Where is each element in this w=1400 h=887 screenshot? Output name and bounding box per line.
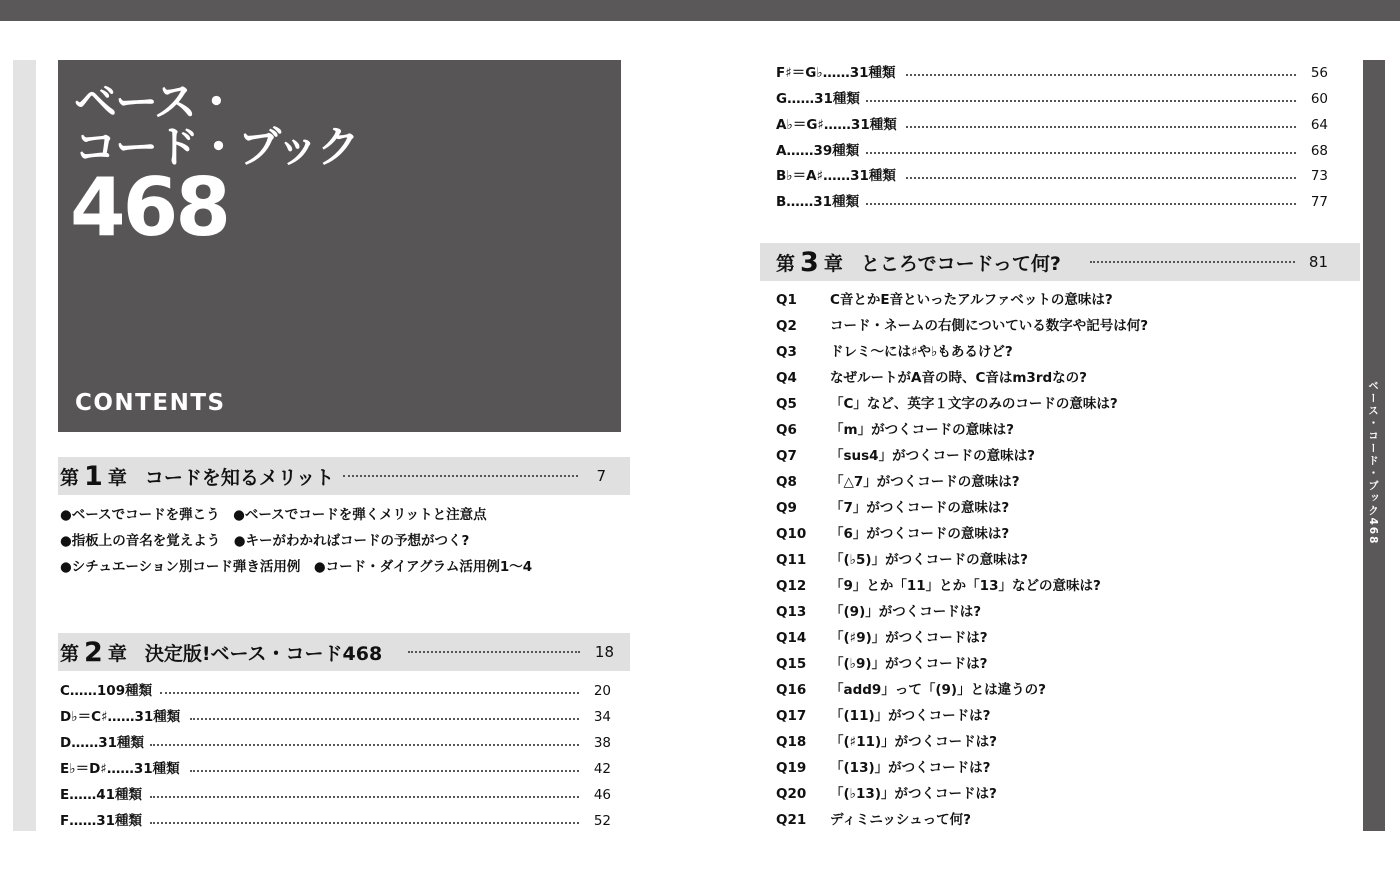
chapter-page: 81 bbox=[1308, 253, 1328, 271]
question-text: 「(9)」がつくコードは? bbox=[830, 604, 982, 620]
toc-row[interactable] bbox=[60, 811, 611, 831]
question-number: Q15 bbox=[776, 656, 807, 672]
chapter-prefix: 第 bbox=[60, 642, 80, 665]
question-number: Q5 bbox=[776, 396, 797, 412]
question-text: なぜルートがA音の時、C音はm3rdなの? bbox=[830, 370, 1087, 386]
toc-label: B……31種類 bbox=[776, 192, 863, 212]
dot-leader bbox=[408, 651, 580, 653]
chapter-number: 1 bbox=[84, 460, 103, 492]
toc-label: F♯＝G♭……31種類 bbox=[776, 63, 900, 83]
toc-row[interactable] bbox=[776, 141, 1328, 161]
dot-leader bbox=[343, 475, 578, 477]
toc-page: 34 bbox=[593, 709, 611, 725]
question-text: 「(♯11)」がつくコードは? bbox=[830, 734, 997, 750]
toc-label: D♭＝C♯……31種類 bbox=[60, 707, 184, 727]
question-text: 「△7」がつくコードの意味は? bbox=[830, 474, 1020, 490]
chapter-prefix: 第 bbox=[776, 252, 796, 275]
left-margin-band bbox=[13, 60, 36, 831]
question-text: ディミニッシュって何? bbox=[830, 812, 971, 828]
toc-row[interactable] bbox=[776, 115, 1328, 135]
question-number: Q1 bbox=[776, 292, 797, 308]
question-text: 「add9」って「(9)」とは違うの? bbox=[830, 682, 1046, 698]
question-number: Q21 bbox=[776, 812, 807, 828]
dot-leader bbox=[150, 796, 579, 798]
toc-page: 77 bbox=[1310, 194, 1328, 210]
toc-page: 64 bbox=[1310, 117, 1328, 133]
dot-leader bbox=[190, 770, 579, 772]
toc-row[interactable] bbox=[776, 166, 1328, 186]
toc-label: E♭＝D♯……31種類 bbox=[60, 759, 184, 779]
question-text: 「(13)」がつくコードは? bbox=[830, 760, 991, 776]
dot-leader bbox=[906, 177, 1296, 179]
question-number: Q19 bbox=[776, 760, 807, 776]
toc-page: 52 bbox=[593, 813, 611, 829]
dot-leader bbox=[150, 744, 579, 746]
chapter-title: コードを知るメリット bbox=[144, 466, 335, 489]
chapter-suffix: 章 bbox=[107, 642, 127, 665]
topic-line: ●指板上の音名を覚えよう ●キーがわかればコードの予想がつく? bbox=[60, 533, 470, 549]
question-text: ドレミ〜には♯や♭もあるけど? bbox=[830, 344, 1013, 360]
toc-page: 42 bbox=[593, 761, 611, 777]
toc-page: 56 bbox=[1310, 65, 1328, 81]
toc-row[interactable] bbox=[60, 733, 611, 753]
topic-line: ●シチュエーション別コード弾き活用例 ●コード・ダイアグラム活用例1〜4 bbox=[60, 559, 533, 575]
top-bar bbox=[0, 0, 1400, 21]
toc-row[interactable] bbox=[60, 707, 611, 727]
question-text: 「(♭5)」がつくコードの意味は? bbox=[830, 552, 1028, 568]
dot-leader bbox=[190, 718, 579, 720]
toc-label: A♭＝G♯……31種類 bbox=[776, 115, 901, 135]
toc-label: G……31種類 bbox=[776, 89, 864, 109]
question-number: Q6 bbox=[776, 422, 797, 438]
toc-page: 68 bbox=[1310, 143, 1328, 159]
toc-label: E……41種類 bbox=[60, 785, 146, 805]
toc-label: F……31種類 bbox=[60, 811, 146, 831]
dot-leader bbox=[906, 126, 1296, 128]
question-text: 「(11)」がつくコードは? bbox=[830, 708, 991, 724]
toc-page: 73 bbox=[1310, 168, 1328, 184]
dot-leader bbox=[866, 152, 1296, 154]
question-text: 「m」がつくコードの意味は? bbox=[830, 422, 1014, 438]
question-number: Q10 bbox=[776, 526, 807, 542]
question-number: Q13 bbox=[776, 604, 807, 620]
title-block bbox=[58, 60, 621, 432]
toc-page: 46 bbox=[593, 787, 611, 803]
toc-row[interactable] bbox=[776, 192, 1328, 212]
question-number: Q11 bbox=[776, 552, 807, 568]
question-number: Q9 bbox=[776, 500, 797, 516]
question-text: 「(♯9)」がつくコードは? bbox=[830, 630, 988, 646]
book-title-number: 468 bbox=[70, 161, 228, 254]
question-text: 「7」がつくコードの意味は? bbox=[830, 500, 1010, 516]
chapter-title: ところでコードって何? bbox=[860, 252, 1061, 275]
question-text: 「sus4」がつくコードの意味は? bbox=[830, 448, 1035, 464]
chapter-number: 2 bbox=[84, 636, 103, 668]
toc-row[interactable] bbox=[60, 681, 611, 701]
toc-row[interactable] bbox=[776, 89, 1328, 109]
book-title-line1: ベース・ bbox=[74, 78, 236, 128]
book-title-line2: コード・ブック bbox=[74, 123, 358, 173]
toc-page: 38 bbox=[593, 735, 611, 751]
dot-leader bbox=[150, 822, 579, 824]
toc-label: D……31種類 bbox=[60, 733, 148, 753]
question-number: Q17 bbox=[776, 708, 807, 724]
question-number: Q2 bbox=[776, 318, 797, 334]
question-number: Q20 bbox=[776, 786, 807, 802]
contents-heading: CONTENTS bbox=[75, 390, 226, 416]
question-number: Q16 bbox=[776, 682, 807, 698]
chapter-title: 決定版!ベース・コード468 bbox=[144, 642, 383, 665]
question-number: Q3 bbox=[776, 344, 797, 360]
chapter-1-topics bbox=[60, 505, 532, 583]
question-text: 「9」とか「11」とか「13」などの意味は? bbox=[830, 578, 1101, 594]
toc-label: A……39種類 bbox=[776, 141, 863, 161]
question-text: C音とかE音といったアルファベットの意味は? bbox=[830, 292, 1113, 308]
chapter-2-header[interactable] bbox=[58, 633, 630, 671]
chapter-prefix: 第 bbox=[60, 466, 80, 489]
question-number: Q4 bbox=[776, 370, 797, 386]
question-text: 「C」など、英字１文字のみのコードの意味は? bbox=[830, 396, 1118, 412]
toc-row[interactable] bbox=[60, 785, 611, 805]
question-number: Q8 bbox=[776, 474, 797, 490]
question-number: Q14 bbox=[776, 630, 807, 646]
question-text: 「(♭9)」がつくコードは? bbox=[830, 656, 988, 672]
toc-page: 60 bbox=[1310, 91, 1328, 107]
toc-page: 20 bbox=[593, 683, 611, 699]
chapter-number: 3 bbox=[800, 246, 819, 278]
chapter-suffix: 章 bbox=[823, 252, 843, 275]
question-text: コード・ネームの右側についている数字や記号は何? bbox=[830, 318, 1149, 334]
chapter-3-header[interactable] bbox=[760, 243, 1360, 281]
dot-leader bbox=[160, 692, 579, 694]
question-text: 「6」がつくコードの意味は? bbox=[830, 526, 1010, 542]
dot-leader bbox=[866, 203, 1296, 205]
question-number: Q18 bbox=[776, 734, 807, 750]
spine-title: ベース・コード・ブック468 bbox=[1367, 380, 1379, 546]
chapter-page: 7 bbox=[596, 467, 606, 485]
toc-row[interactable] bbox=[60, 759, 611, 779]
question-number: Q7 bbox=[776, 448, 797, 464]
question-number: Q12 bbox=[776, 578, 807, 594]
dot-leader bbox=[866, 100, 1296, 102]
chapter-page: 18 bbox=[594, 643, 614, 661]
dot-leader bbox=[906, 74, 1296, 76]
dot-leader bbox=[1090, 261, 1295, 263]
chapter-suffix: 章 bbox=[107, 466, 127, 489]
question-text: 「(♭13)」がつくコードは? bbox=[830, 786, 997, 802]
chapter-1-header[interactable] bbox=[58, 457, 630, 495]
toc-label: C……109種類 bbox=[60, 681, 156, 701]
topic-line: ●ベースでコードを弾こう ●ベースでコードを弾くメリットと注意点 bbox=[60, 507, 487, 523]
toc-label: B♭＝A♯……31種類 bbox=[776, 166, 900, 186]
toc-row[interactable] bbox=[776, 63, 1328, 83]
